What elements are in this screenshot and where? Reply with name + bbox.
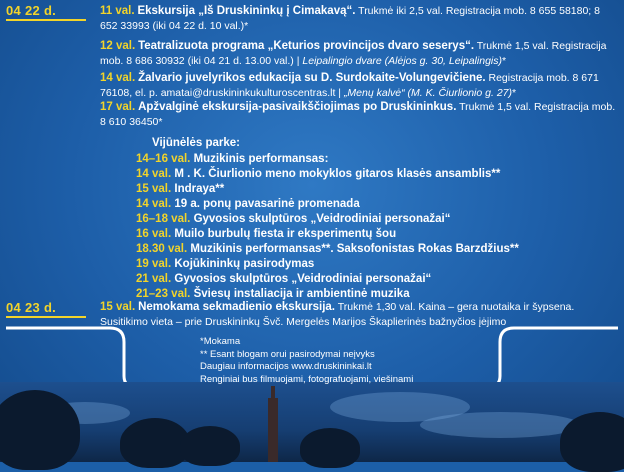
date-day-2: 04 23 d. (6, 300, 57, 315)
park-item (136, 227, 396, 242)
event-location: Leipalingio dvare (Alėjos g. 30, Leipalingis) (302, 55, 502, 67)
park-item (136, 152, 328, 167)
park-heading: Vijūnėlės parke: (152, 137, 240, 149)
date-day-1: 04 22 d. (6, 3, 57, 18)
event-details: Trukmė 1,5 val. Registracija mob. 8 610 36450* (100, 101, 616, 128)
event-entry (100, 4, 616, 34)
park-item (136, 272, 431, 287)
date-underline-day-1 (6, 19, 86, 21)
event-title: Nemokama sekmadienio ekskursija. (138, 301, 335, 313)
park-item-time: 15 val. (136, 183, 172, 195)
park-item-text: Indraya** (174, 183, 225, 195)
night-photo (0, 382, 624, 462)
footnote-weather: ** Esant blogam orui pasirodymai neįvyks (200, 348, 375, 360)
park-item-text: Muzikinis performansas**. Saksofonistas Rokas Barzdžius** (190, 243, 519, 255)
event-details: Trukmė 1,5 val. Registracija mob. 8 686 30932 (iki 04 21 d. 13.00 val.) | (100, 40, 607, 67)
footnotes (200, 336, 413, 386)
park-item (136, 182, 224, 197)
event-time: 17 val. (100, 101, 136, 113)
event-location: „Menų kalvė“ (M. K. Čiurlionio g. 27) (343, 87, 512, 99)
park-item-text: Kojūkininkų pasirodymas (174, 258, 315, 270)
park-item-text: Muzikinis performansas: (193, 153, 329, 165)
event-details: Trukmė iki 2,5 val. Registracija mob. 8 655 58180; 8 652 33993 (iki 04 22 d. 10 val.)* (100, 5, 600, 32)
event-title: Žalvario juvelyrikos edukacija su D. Surdokaite-Volungevičiene. (138, 72, 486, 84)
event-time: 12 val. (100, 40, 136, 52)
park-item-time: 14 val. (136, 168, 172, 180)
park-item-time: 16–18 val. (136, 213, 191, 225)
event-paid-mark: * (501, 55, 507, 67)
event-details: Registracija mob. 8 671 76108, el. p. amatai@druskininkukulturoscentras.lt | (100, 72, 599, 99)
event-details: Trukmė 1,30 val. Kaina – gera nuotaika ir šypsena. Susitikimo vieta – prie Druskininkų Švč. Mergelės Marijos Škaplierinės bažnyčios įėjimo (100, 301, 575, 328)
park-item-time: 14 val. (136, 198, 172, 210)
park-item-time: 14–16 val. (136, 153, 191, 165)
park-item-time: 21–23 val. (136, 288, 191, 300)
event-entry (100, 39, 616, 69)
park-item-text: Muilo burbulų fiesta ir eksperimentų šou (174, 228, 397, 240)
event-entry (100, 100, 616, 130)
event-title: Apžvalginė ekskursija-pasivaikščiojimas po Druskininkus. (138, 101, 457, 113)
park-item (136, 197, 360, 212)
park-item (136, 242, 519, 257)
footnote-filming: Renginiai bus filmuojami, fotografuojami, viešinami (200, 373, 414, 385)
date-underline-day-2 (6, 316, 86, 318)
park-item-text: Gyvosios skulptūros „Veidrodiniai personažai“ (193, 213, 451, 225)
footnote-paid: *Mokama (200, 336, 241, 347)
park-item-time: 16 val. (136, 228, 172, 240)
event-entry (100, 71, 616, 101)
event-title: Ekskursija „Iš Druskininkų į Cimakavą“. (137, 5, 356, 17)
park-item-time: 18.30 val. (136, 243, 188, 255)
park-item-text: M . K. Čiurlionio meno mokyklos gitaros klasės ansamblis** (174, 168, 501, 180)
event-paid-mark: * (512, 87, 517, 99)
park-item (136, 167, 500, 182)
park-item-time: 19 val. (136, 258, 172, 270)
park-item-text: Šviesų instaliacija ir ambientinė muzika (193, 288, 410, 300)
event-time: 11 val. (100, 5, 135, 17)
event-time: 14 val. (100, 72, 136, 84)
park-item (136, 212, 450, 227)
event-time: 15 val. (100, 301, 136, 313)
event-title: Teatralizuota programa „Keturios provincijos dvaro seserys“. (138, 40, 475, 52)
park-item-time: 21 val. (136, 273, 172, 285)
park-item (136, 257, 314, 272)
park-item-text: 19 a. ponų pavasarinė promenada (174, 198, 360, 210)
park-item-text: Gyvosios skulptūros „Veidrodiniai personažai“ (174, 273, 432, 285)
footnote-more-info: Daugiau informacijos www.druskininkai.lt (200, 361, 372, 372)
